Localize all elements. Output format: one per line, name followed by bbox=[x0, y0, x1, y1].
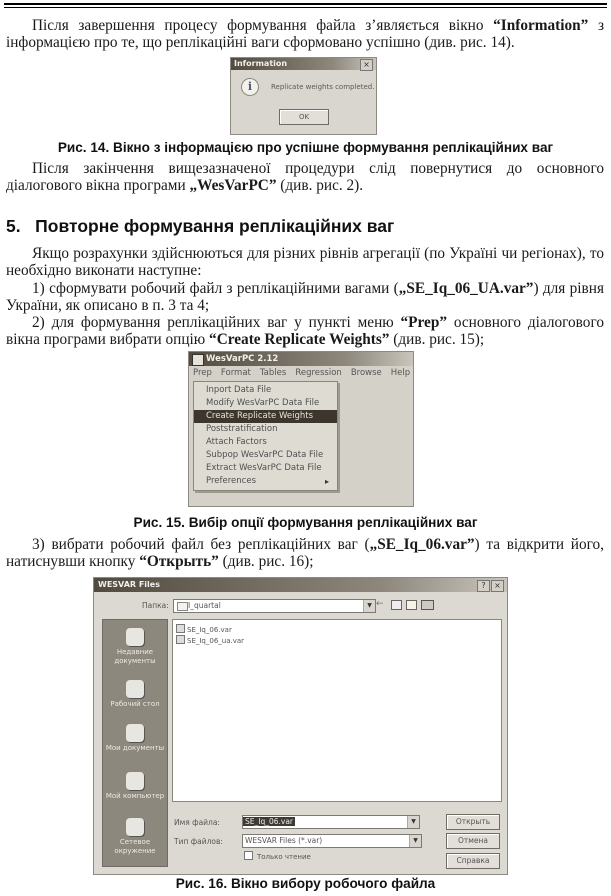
new-folder-icon[interactable] bbox=[406, 600, 417, 610]
step-3 bbox=[6, 536, 604, 570]
filetype-label: Тип файлов: bbox=[174, 837, 223, 846]
step-3-text-a: 3) вибрати робочий файл без реплікаційних ваг ( bbox=[32, 536, 370, 553]
filename-value: SE_Iq_06.var bbox=[245, 817, 294, 826]
folder-icon bbox=[177, 602, 188, 611]
readonly-checkbox-row[interactable] bbox=[244, 851, 311, 861]
network-icon bbox=[126, 818, 144, 836]
chevron-down-icon: ▼ bbox=[407, 816, 419, 828]
information-dialog bbox=[230, 57, 377, 135]
step-2-bold-1: “Prep” bbox=[400, 314, 447, 331]
chevron-down-icon: ▼ bbox=[409, 835, 421, 847]
filetype-select[interactable] bbox=[242, 834, 422, 848]
top-rule-thin bbox=[4, 7, 607, 8]
file-item[interactable]: SE_Iq_06.var bbox=[176, 624, 232, 634]
file-item[interactable]: SE_Iq_06_ua.var bbox=[176, 635, 244, 645]
view-menu-icon[interactable] bbox=[421, 600, 434, 610]
information-dialog-title: Information bbox=[234, 59, 288, 68]
my-documents-icon bbox=[126, 724, 144, 742]
step-1 bbox=[6, 280, 604, 314]
section-5-heading: 5. Повторне формування реплікаційних ваг bbox=[6, 216, 395, 236]
filename-input[interactable] bbox=[242, 815, 420, 829]
menubar bbox=[189, 366, 413, 380]
step-3-text-c: (див. рис. 16); bbox=[218, 553, 314, 570]
step-3-text-b: ) та відкрити його, натиснувши кнопку bbox=[6, 536, 604, 570]
step-2-text-b: основного діалогового вікна програми вибрати опцію bbox=[6, 314, 604, 348]
paragraph-3 bbox=[6, 245, 604, 279]
prep-dropdown-menu bbox=[193, 381, 338, 491]
readonly-label: Только чтение bbox=[257, 853, 311, 861]
folder-label: Папка: bbox=[142, 601, 169, 610]
figure-16-caption: Рис. 16. Вікно вибору робочого файла bbox=[175, 876, 436, 891]
menu-item-attach-factors[interactable]: Attach Factors bbox=[206, 437, 267, 447]
menu-item-create-replicate-weights[interactable]: Create Replicate Weights bbox=[194, 410, 337, 423]
ok-button[interactable]: OK bbox=[279, 109, 329, 125]
menu-tables[interactable]: Tables bbox=[259, 368, 287, 378]
chevron-down-icon: ▼ bbox=[363, 600, 375, 612]
step-2-bold-2: “Create Replicate Weights” bbox=[209, 331, 390, 348]
paragraph-2-text-a: Після закінчення вищезазначеної процедури слід повернутися до основного діалогового вікна програми bbox=[6, 160, 604, 194]
wesvar-files-titlebar bbox=[94, 578, 507, 592]
desktop-icon bbox=[126, 680, 144, 698]
information-message: Replicate weights completed. bbox=[271, 83, 375, 91]
place-my-computer[interactable]: Мой компьютер bbox=[103, 772, 167, 801]
menu-item-subpop-data-file[interactable]: Subpop WesVarPC Data File bbox=[206, 450, 324, 460]
places-bar bbox=[102, 619, 168, 867]
menu-format[interactable]: Format bbox=[220, 368, 251, 378]
wesvarpc-title: WesVarPC 2.12 bbox=[206, 354, 279, 364]
step-2-text-a: 2) для формування реплікаційних ваг у пункті меню bbox=[32, 314, 401, 331]
step-2 bbox=[6, 314, 604, 348]
up-folder-icon[interactable] bbox=[391, 600, 402, 610]
place-network[interactable]: Сетевое окружение bbox=[103, 818, 167, 856]
open-button[interactable]: Открыть bbox=[446, 814, 500, 830]
file-icon bbox=[176, 635, 185, 644]
top-rule bbox=[4, 3, 607, 5]
figure-14-caption: Рис. 14. Вікно з інформацією про успішне формування реплікаційних ваг bbox=[57, 140, 554, 155]
help-button[interactable]: Справка bbox=[446, 853, 500, 869]
figure-15-caption: Рис. 15. Вибір опції формування реплікаційних ваг bbox=[133, 515, 478, 530]
close-icon[interactable]: × bbox=[360, 59, 373, 71]
information-dialog-titlebar bbox=[231, 58, 376, 70]
wesvarpc-titlebar bbox=[189, 352, 413, 366]
cancel-button[interactable]: Отмена bbox=[446, 833, 500, 849]
filetype-value: WESVAR Files (*.var) bbox=[245, 836, 323, 845]
paragraph-2-text-b: (див. рис. 2). bbox=[276, 177, 364, 194]
file-icon bbox=[176, 624, 185, 633]
paragraph-1-text-a: Після завершення процесу формування файла з’являється вікно bbox=[32, 17, 494, 34]
paragraph-1 bbox=[6, 17, 604, 51]
step-1-text-a: 1) сформувати робочий файл з реплікаційними вагами ( bbox=[32, 280, 399, 297]
paragraph-1-text-b: з інформацією про те, що реплікаційні ваги сформовано успішно (див. рис. 14). bbox=[6, 17, 604, 51]
help-icon[interactable]: ? bbox=[477, 580, 490, 592]
place-recent-documents[interactable]: Недавние документы bbox=[103, 628, 167, 666]
place-desktop[interactable]: Рабочий стол bbox=[103, 680, 167, 709]
menu-item-poststratification[interactable]: Poststratification bbox=[206, 424, 278, 434]
close-icon[interactable]: × bbox=[491, 580, 504, 592]
menu-prep[interactable]: Prep bbox=[193, 368, 212, 378]
recent-documents-icon bbox=[126, 628, 144, 646]
my-computer-icon bbox=[126, 772, 144, 790]
menu-item-preferences[interactable] bbox=[194, 475, 337, 488]
place-my-documents[interactable]: Мои документы bbox=[103, 724, 167, 753]
menu-item-extract-data-file[interactable]: Extract WesVarPC Data File bbox=[206, 463, 322, 473]
menu-item-import-data-file[interactable]: Inport Data File bbox=[206, 385, 272, 395]
step-1-text-b: ) для рівня України, як описано в п. 3 та 4; bbox=[6, 280, 604, 314]
menu-help[interactable]: Help bbox=[390, 368, 411, 378]
folder-value: I_quartal bbox=[188, 601, 221, 610]
menu-item-preferences-label: Preferences bbox=[206, 476, 256, 486]
menu-item-modify-data-file[interactable]: Modify WesVarPC Data File bbox=[206, 398, 320, 408]
info-icon: i bbox=[241, 78, 259, 96]
back-icon[interactable]: ← bbox=[376, 599, 384, 609]
paragraph-1-bold: “Information” bbox=[493, 17, 589, 34]
wesvar-files-dialog bbox=[93, 577, 508, 875]
menu-browse[interactable]: Browse bbox=[350, 368, 382, 378]
paragraph-2-bold: „WesVarPC” bbox=[189, 177, 277, 194]
step-3-bold-1: „SE_Iq_06.var” bbox=[369, 536, 475, 553]
step-1-bold: „SE_Iq_06_UA.var” bbox=[398, 280, 534, 297]
submenu-arrow-icon: ▸ bbox=[324, 477, 329, 486]
file-list[interactable] bbox=[172, 619, 502, 802]
folder-select[interactable] bbox=[173, 599, 376, 613]
paragraph-3-text: Якщо розрахунки здійснюються для різних рівнів агрегації (по Україні чи регіонах), то необхідно виконати наступне: bbox=[6, 245, 604, 279]
menu-regression[interactable]: Regression bbox=[295, 368, 342, 378]
wesvar-files-title: WESVAR Files bbox=[98, 580, 160, 589]
step-3-bold-2: “Открыть” bbox=[139, 553, 219, 570]
readonly-checkbox[interactable] bbox=[244, 851, 253, 860]
filename-label: Имя файла: bbox=[174, 818, 220, 827]
wesvarpc-window bbox=[188, 351, 414, 507]
step-2-text-c: (див. рис. 15); bbox=[389, 331, 485, 348]
paragraph-2 bbox=[6, 160, 604, 194]
app-icon bbox=[192, 354, 204, 366]
